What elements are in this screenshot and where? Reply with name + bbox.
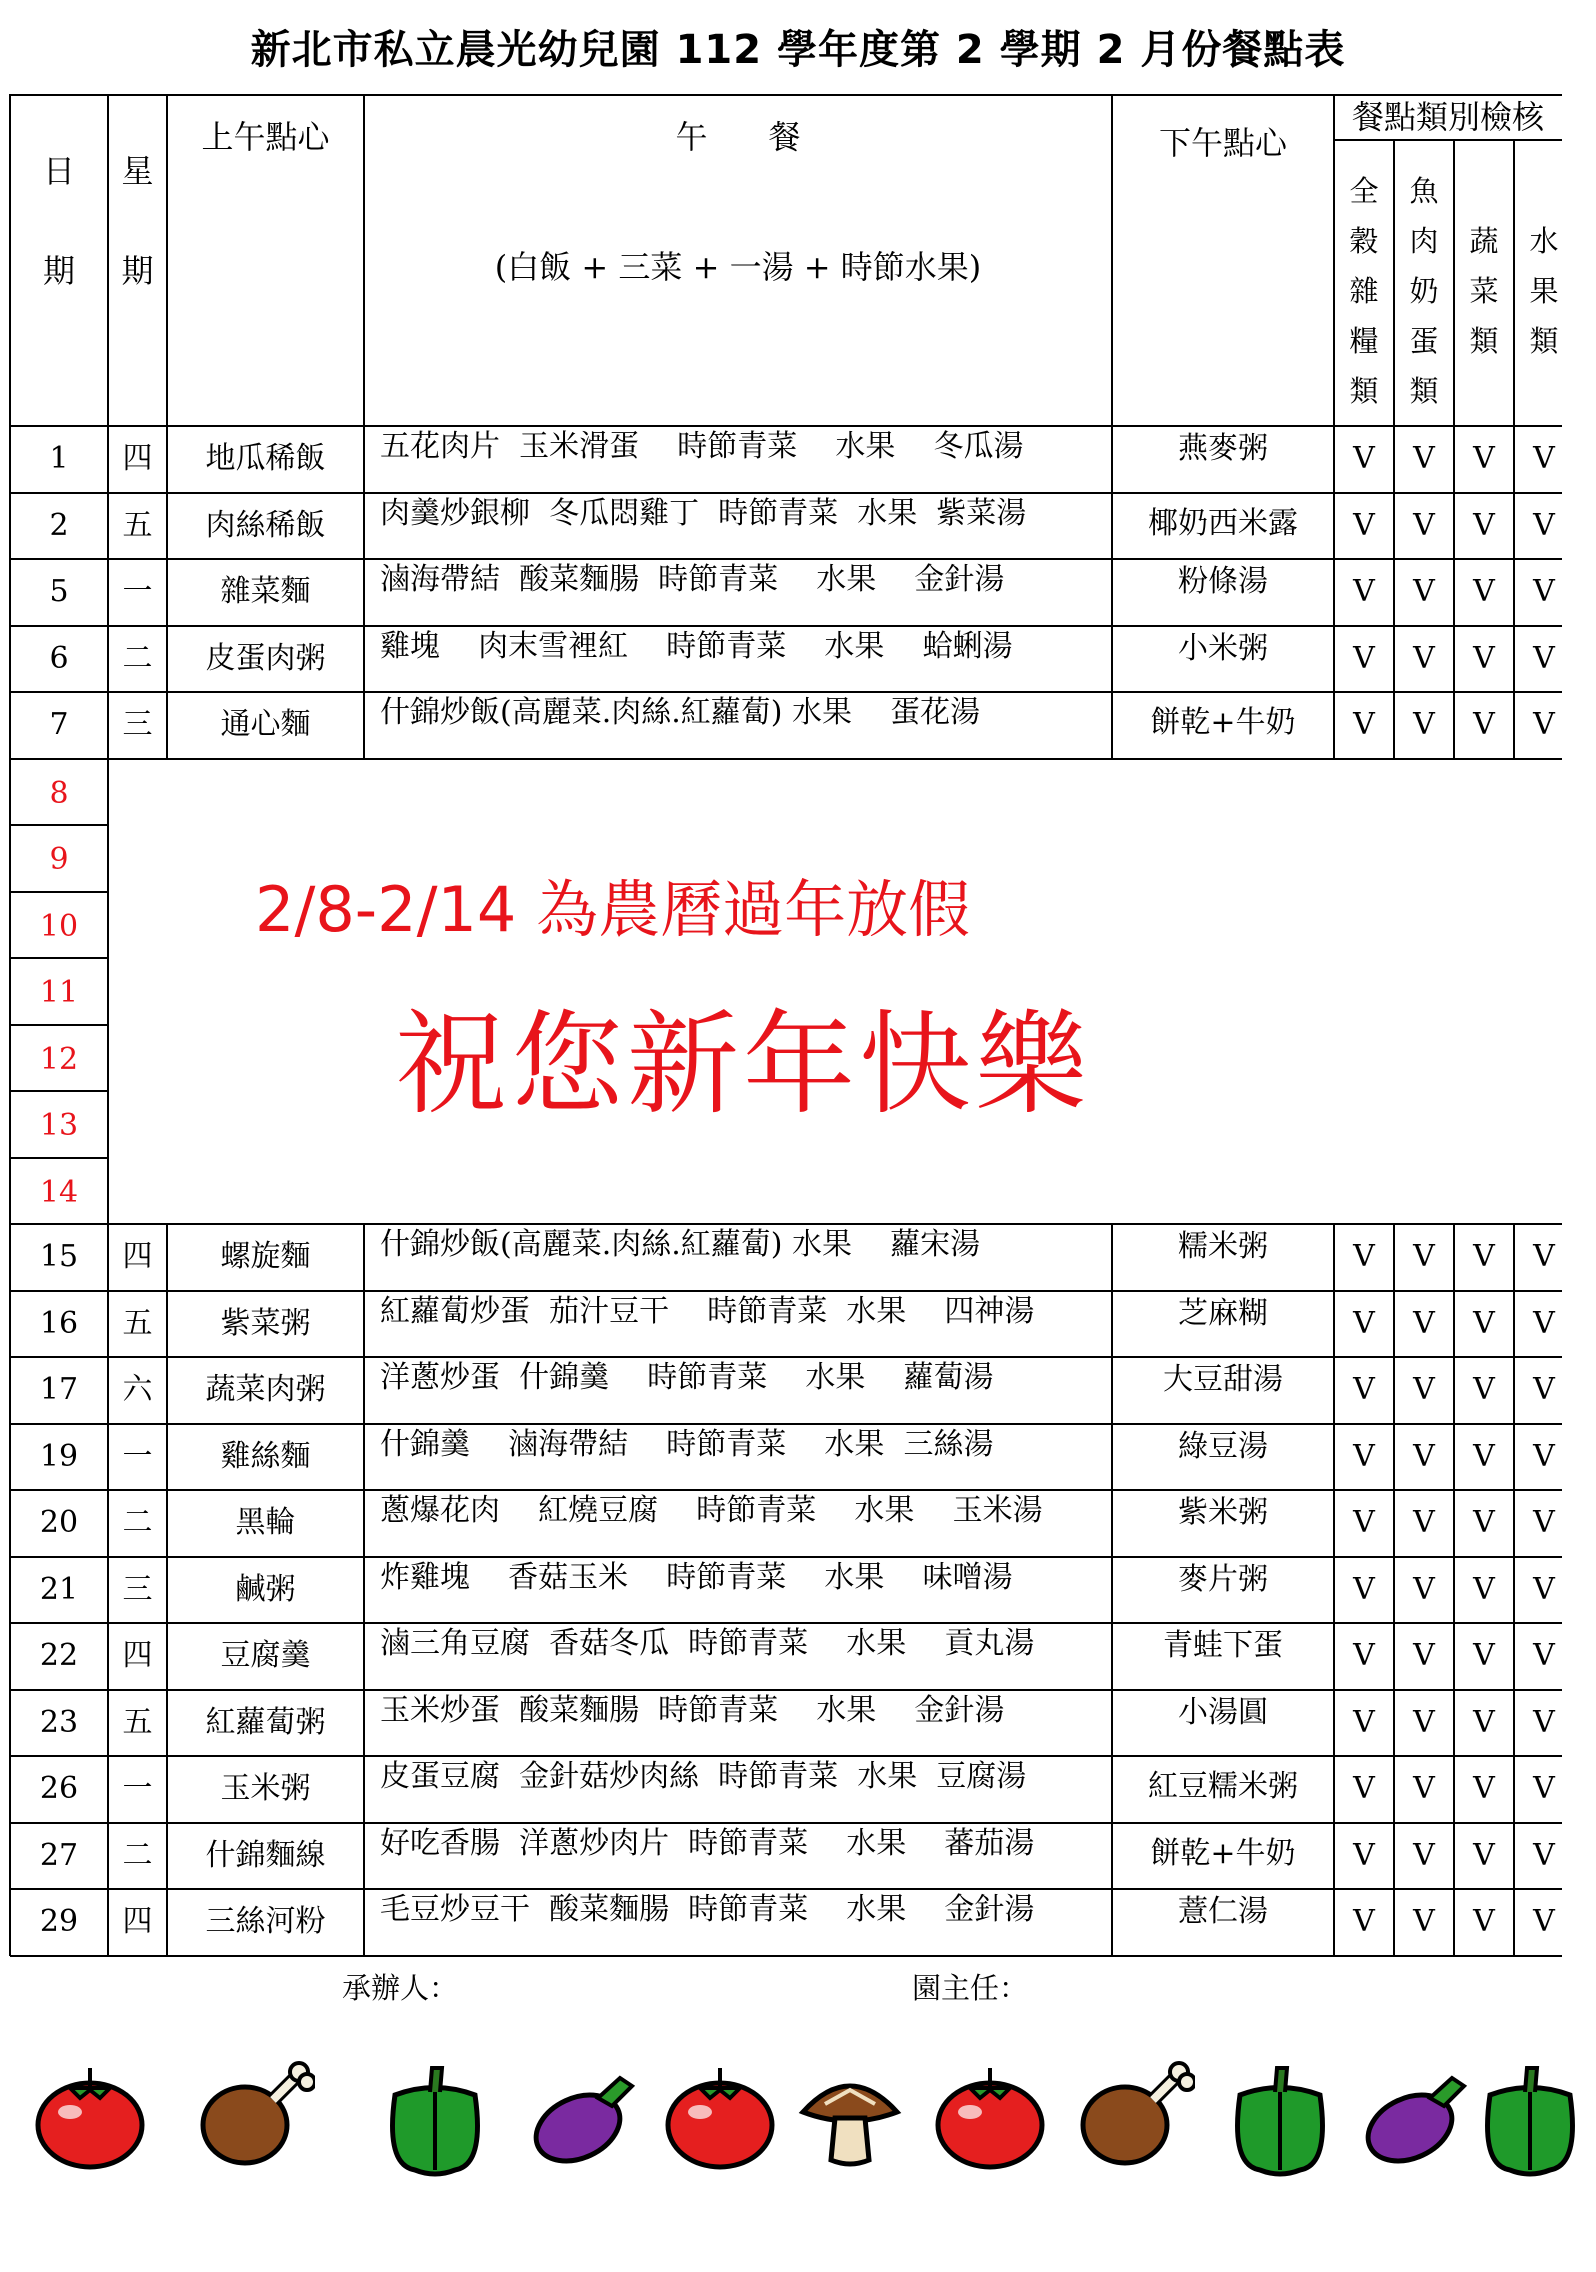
row-bottom-7-lunch: 玉米炒蛋 酸菜麵腸 時節青菜 水果 金針湯	[380, 1692, 1005, 1728]
row-bottom-9-weekday: 二	[122, 1837, 153, 1873]
row-bottom-8-check-3: V	[1533, 1771, 1555, 1806]
row-top-2-weekday: 一	[122, 574, 153, 609]
row-rule	[10, 691, 1562, 693]
row-bottom-1-afternoon-snack: 芝麻糊	[1178, 1295, 1268, 1331]
table-top-rule	[10, 94, 1562, 96]
header-check-3: 水 果 類	[1529, 224, 1559, 358]
row-rule	[10, 1955, 1562, 1957]
tomato-icon	[30, 2060, 150, 2174]
holiday-date-3: 11	[39, 975, 79, 1010]
row-bottom-3-morning-snack: 雞絲麵	[220, 1438, 311, 1474]
row-bottom-5-lunch: 炸雞塊 香菇玉米 時節青菜 水果 味噌湯	[380, 1559, 1013, 1595]
row-top-4-check-0: V	[1353, 707, 1375, 742]
row-bottom-10-check-0: V	[1353, 1904, 1375, 1939]
row-top-3-date: 6	[49, 640, 69, 676]
row-top-0-check-2: V	[1473, 441, 1495, 476]
row-rule	[10, 1290, 1562, 1292]
row-top-2-morning-snack: 雜菜麵	[220, 574, 311, 609]
row-top-4-morning-snack: 通心麵	[220, 707, 311, 742]
row-bottom-3-check-3: V	[1533, 1438, 1555, 1474]
row-bottom-0-afternoon-snack: 糯米粥	[1178, 1229, 1268, 1264]
row-bottom-7-check-0: V	[1353, 1704, 1375, 1740]
row-bottom-8-afternoon-snack: 紅豆糯米粥	[1148, 1769, 1298, 1804]
row-bottom-5-check-2: V	[1473, 1571, 1495, 1607]
row-bottom-7-check-1: V	[1413, 1704, 1435, 1740]
row-bottom-6-afternoon-snack: 青蛙下蛋	[1163, 1628, 1283, 1663]
row-bottom-10-check-3: V	[1533, 1904, 1555, 1939]
row-bottom-6-check-1: V	[1413, 1638, 1435, 1673]
row-bottom-4-date: 20	[39, 1505, 79, 1540]
header-check-1: 魚 肉 奶 蛋 類	[1409, 174, 1439, 408]
row-top-4-check-1: V	[1413, 707, 1435, 742]
row-top-3-afternoon-snack: 小米粥	[1178, 630, 1268, 666]
row-rule	[10, 492, 1562, 494]
row-bottom-3-check-1: V	[1413, 1438, 1435, 1474]
row-top-3-morning-snack: 皮蛋肉粥	[205, 640, 326, 676]
row-top-0-morning-snack: 地瓜稀飯	[205, 441, 326, 476]
row-bottom-3-lunch: 什錦羹 滷海帶結 時節青菜 水果 三絲湯	[380, 1426, 994, 1462]
row-top-1-weekday: 五	[122, 507, 153, 543]
row-bottom-4-check-3: V	[1533, 1505, 1555, 1540]
holiday-greeting: 祝您新年快樂	[395, 1000, 1091, 1130]
row-bottom-4-check-0: V	[1353, 1505, 1375, 1540]
row-top-1-check-1: V	[1413, 507, 1435, 543]
row-bottom-1-check-3: V	[1533, 1305, 1555, 1341]
row-bottom-10-check-1: V	[1413, 1904, 1435, 1939]
row-bottom-7-afternoon-snack: 小湯圓	[1178, 1694, 1268, 1730]
holiday-date-6: 14	[39, 1174, 79, 1210]
row-bottom-1-check-1: V	[1413, 1305, 1435, 1341]
row-top-0-date: 1	[49, 441, 69, 476]
row-bottom-2-check-2: V	[1473, 1372, 1495, 1407]
holiday-date-2: 10	[39, 908, 79, 944]
row-bottom-5-check-3: V	[1533, 1571, 1555, 1607]
row-bottom-1-morning-snack: 紫菜粥	[220, 1305, 311, 1341]
row-bottom-4-check-2: V	[1473, 1505, 1495, 1540]
row-bottom-6-weekday: 四	[122, 1638, 153, 1673]
header-lunch: 午 餐	[675, 118, 801, 156]
header-check-2: 蔬 菜 類	[1469, 224, 1499, 358]
check-group-rule	[1334, 139, 1562, 141]
holiday-row-rule	[10, 957, 108, 959]
green-pepper-icon	[380, 2060, 490, 2184]
row-bottom-6-date: 22	[39, 1638, 79, 1673]
row-bottom-0-check-2: V	[1473, 1239, 1495, 1274]
row-top-0-check-1: V	[1413, 441, 1435, 476]
row-top-1-date: 2	[49, 507, 69, 543]
row-bottom-0-check-0: V	[1353, 1239, 1375, 1274]
row-bottom-3-afternoon-snack: 綠豆湯	[1178, 1428, 1268, 1464]
row-bottom-10-check-2: V	[1473, 1904, 1495, 1939]
row-bottom-7-check-3: V	[1533, 1704, 1555, 1740]
row-rule	[10, 625, 1562, 627]
page-title: 新北市私立晨光幼兒園 112 學年度第 2 學期 2 月份餐點表	[250, 27, 1346, 73]
row-bottom-2-check-0: V	[1353, 1372, 1375, 1407]
row-bottom-10-morning-snack: 三絲河粉	[205, 1904, 326, 1939]
holiday-row-rule	[10, 1157, 108, 1159]
row-bottom-10-afternoon-snack: 薏仁湯	[1178, 1894, 1268, 1929]
row-rule	[10, 1356, 1562, 1358]
holiday-date-5: 13	[39, 1108, 79, 1143]
row-top-2-check-0: V	[1353, 574, 1375, 609]
row-bottom-6-check-0: V	[1353, 1638, 1375, 1673]
drumstick-icon	[1075, 2060, 1195, 2174]
row-bottom-6-lunch: 滷三角豆腐 香菇冬瓜 時節青菜 水果 貢丸湯	[380, 1626, 1035, 1661]
row-top-1-check-3: V	[1533, 507, 1555, 543]
row-bottom-4-check-1: V	[1413, 1505, 1435, 1540]
row-bottom-7-weekday: 五	[122, 1704, 153, 1740]
holiday-row-rule	[10, 824, 108, 826]
row-top-1-check-0: V	[1353, 507, 1375, 543]
header-lunch-sub: (白飯 + 三菜 + 一湯 + 時節水果)	[494, 248, 982, 286]
row-rule	[10, 1489, 1562, 1491]
handler-label: 承辦人：	[342, 1971, 459, 2005]
row-top-0-afternoon-snack: 燕麥粥	[1178, 431, 1268, 466]
row-top-4-check-3: V	[1533, 707, 1555, 742]
row-rule	[10, 1622, 1562, 1624]
row-bottom-3-check-2: V	[1473, 1438, 1495, 1474]
header-date-1: 日	[42, 152, 75, 190]
row-top-0-check-3: V	[1533, 441, 1555, 476]
row-top-4-lunch: 什錦炒飯(高麗菜.肉絲.紅蘿蔔) 水果 蛋花湯	[380, 695, 981, 730]
row-bottom-2-weekday: 六	[122, 1372, 153, 1407]
row-bottom-2-date: 17	[39, 1372, 79, 1407]
row-top-4-afternoon-snack: 餅乾+牛奶	[1150, 705, 1296, 740]
row-bottom-5-afternoon-snack: 麥片粥	[1178, 1561, 1268, 1597]
row-bottom-10-date: 29	[39, 1904, 79, 1939]
row-bottom-2-check-3: V	[1533, 1372, 1555, 1407]
row-bottom-5-morning-snack: 鹹粥	[235, 1571, 296, 1607]
row-bottom-7-morning-snack: 紅蘿蔔粥	[205, 1704, 326, 1740]
row-top-2-check-1: V	[1413, 574, 1435, 609]
tomato-icon	[930, 2060, 1050, 2174]
row-bottom-8-weekday: 一	[122, 1771, 153, 1806]
row-top-2-lunch: 滷海帶結 酸菜麵腸 時節青菜 水果 金針湯	[380, 562, 1005, 597]
row-rule	[10, 558, 1562, 560]
row-top-1-afternoon-snack: 椰奶西米露	[1148, 505, 1298, 541]
director-label: 園主任：	[912, 1971, 1029, 2005]
holiday-date-0: 8	[49, 775, 69, 811]
row-bottom-2-morning-snack: 蔬菜肉粥	[205, 1372, 326, 1407]
row-bottom-10-weekday: 四	[122, 1904, 153, 1939]
row-rule	[10, 1755, 1562, 1757]
row-top-1-morning-snack: 肉絲稀飯	[205, 507, 326, 543]
eggplant-icon	[528, 2060, 638, 2174]
row-bottom-9-afternoon-snack: 餅乾+牛奶	[1150, 1835, 1296, 1871]
holiday-date-4: 12	[39, 1041, 79, 1077]
row-bottom-8-check-1: V	[1413, 1771, 1435, 1806]
row-bottom-9-check-3: V	[1533, 1837, 1555, 1873]
row-bottom-9-check-1: V	[1413, 1837, 1435, 1873]
row-bottom-6-check-3: V	[1533, 1638, 1555, 1673]
drumstick-icon	[195, 2060, 315, 2174]
row-bottom-5-date: 21	[39, 1571, 79, 1607]
row-bottom-3-date: 19	[39, 1438, 79, 1474]
row-bottom-9-check-2: V	[1473, 1837, 1495, 1873]
row-bottom-8-lunch: 皮蛋豆腐 金針菇炒肉絲 時節青菜 水果 豆腐湯	[380, 1759, 1027, 1794]
tomato-icon	[660, 2060, 780, 2174]
row-bottom-4-afternoon-snack: 紫米粥	[1178, 1495, 1268, 1530]
mushroom-icon	[795, 2060, 905, 2174]
header-check-0: 全 穀 雜 糧 類	[1349, 174, 1379, 408]
row-bottom-9-lunch: 好吃香腸 洋蔥炒肉片 時節青菜 水果 蕃茄湯	[380, 1825, 1035, 1861]
row-bottom-4-lunch: 蔥爆花肉 紅燒豆腐 時節青菜 水果 玉米湯	[380, 1493, 1043, 1528]
row-top-2-check-2: V	[1473, 574, 1495, 609]
header-check-group: 餐點類別檢核	[1351, 98, 1544, 136]
row-top-0-weekday: 四	[122, 441, 153, 476]
row-top-0-lunch: 五花肉片 玉米滑蛋 時節青菜 水果 冬瓜湯	[380, 429, 1024, 464]
holiday-date-1: 9	[49, 842, 69, 877]
row-top-3-weekday: 二	[122, 640, 153, 676]
row-bottom-5-check-1: V	[1413, 1571, 1435, 1607]
row-top-3-check-3: V	[1533, 640, 1555, 676]
header-weekday-1: 星	[121, 152, 154, 190]
row-bottom-3-weekday: 一	[122, 1438, 153, 1474]
header-weekday-2: 期	[121, 252, 154, 290]
header-bottom-rule	[10, 425, 1562, 427]
row-bottom-7-check-2: V	[1473, 1704, 1495, 1740]
row-bottom-2-check-1: V	[1413, 1372, 1435, 1407]
holiday-row-rule	[10, 1024, 108, 1026]
row-top-1-check-2: V	[1473, 507, 1495, 543]
row-bottom-8-check-2: V	[1473, 1771, 1495, 1806]
holiday-row-rule	[10, 1090, 108, 1092]
row-bottom-9-check-0: V	[1353, 1837, 1375, 1873]
row-bottom-0-date: 15	[39, 1239, 79, 1274]
row-bottom-1-weekday: 五	[122, 1305, 153, 1341]
row-bottom-3-check-0: V	[1353, 1438, 1375, 1474]
row-top-4-weekday: 三	[122, 707, 153, 742]
row-top-3-lunch: 雞塊 肉末雪裡紅 時節青菜 水果 蛤蜊湯	[380, 628, 1013, 664]
row-top-4-date: 7	[49, 707, 69, 742]
row-bottom-4-weekday: 二	[122, 1505, 153, 1540]
row-bottom-0-check-3: V	[1533, 1239, 1555, 1274]
row-top-0-check-0: V	[1353, 441, 1375, 476]
row-bottom-2-afternoon-snack: 大豆甜湯	[1163, 1362, 1283, 1397]
row-bottom-1-lunch: 紅蘿蔔炒蛋 茄汁豆干 時節青菜 水果 四神湯	[380, 1293, 1035, 1329]
row-rule	[10, 1822, 1562, 1824]
row-bottom-8-morning-snack: 玉米粥	[220, 1771, 311, 1806]
holiday-row-rule	[10, 891, 108, 893]
row-bottom-6-morning-snack: 豆腐羹	[220, 1638, 311, 1673]
row-bottom-1-check-0: V	[1353, 1305, 1375, 1341]
row-top-2-afternoon-snack: 粉條湯	[1178, 564, 1268, 599]
row-top-1-lunch: 肉羹炒銀柳 冬瓜悶雞丁 時節青菜 水果 紫菜湯	[380, 495, 1027, 531]
row-bottom-9-date: 27	[39, 1837, 79, 1873]
eggplant-icon	[1360, 2060, 1470, 2174]
row-bottom-1-check-2: V	[1473, 1305, 1495, 1341]
row-rule	[10, 1689, 1562, 1691]
row-bottom-9-morning-snack: 什錦麵線	[205, 1837, 326, 1873]
row-bottom-0-lunch: 什錦炒飯(高麗菜.肉絲.紅蘿蔔) 水果 蘿宋湯	[380, 1227, 981, 1262]
header-date-2: 期	[42, 252, 75, 290]
row-rule	[10, 1556, 1562, 1558]
row-bottom-4-morning-snack: 黑輪	[235, 1505, 296, 1540]
header-morning-snack: 上午點心	[201, 118, 330, 156]
row-bottom-5-weekday: 三	[122, 1571, 153, 1607]
row-bottom-5-check-0: V	[1353, 1571, 1375, 1607]
row-bottom-2-lunch: 洋蔥炒蛋 什錦羹 時節青菜 水果 蘿蔔湯	[380, 1360, 994, 1395]
row-top-2-date: 5	[49, 574, 69, 609]
row-top-3-check-2: V	[1473, 640, 1495, 676]
row-bottom-0-check-1: V	[1413, 1239, 1435, 1274]
row-rule	[10, 1423, 1562, 1425]
row-rule	[10, 1888, 1562, 1890]
row-top-3-check-0: V	[1353, 640, 1375, 676]
row-bottom-7-date: 23	[39, 1704, 79, 1740]
row-bottom-1-date: 16	[39, 1305, 79, 1341]
green-pepper-icon	[1225, 2060, 1335, 2184]
row-top-4-check-2: V	[1473, 707, 1495, 742]
row-bottom-0-morning-snack: 螺旋麵	[220, 1239, 311, 1274]
row-bottom-0-weekday: 四	[122, 1239, 153, 1274]
holiday-notice: 2/8-2/14 為農曆過年放假	[255, 873, 971, 946]
row-bottom-8-date: 26	[39, 1771, 79, 1806]
row-top-2-check-3: V	[1533, 574, 1555, 609]
green-pepper-icon	[1475, 2060, 1585, 2184]
row-rule	[10, 1223, 1562, 1225]
row-top-3-check-1: V	[1413, 640, 1435, 676]
row-bottom-6-check-2: V	[1473, 1638, 1495, 1673]
row-bottom-10-lunch: 毛豆炒豆干 酸菜麵腸 時節青菜 水果 金針湯	[380, 1892, 1035, 1927]
header-afternoon-snack: 下午點心	[1158, 124, 1287, 162]
row-bottom-8-check-0: V	[1353, 1771, 1375, 1806]
